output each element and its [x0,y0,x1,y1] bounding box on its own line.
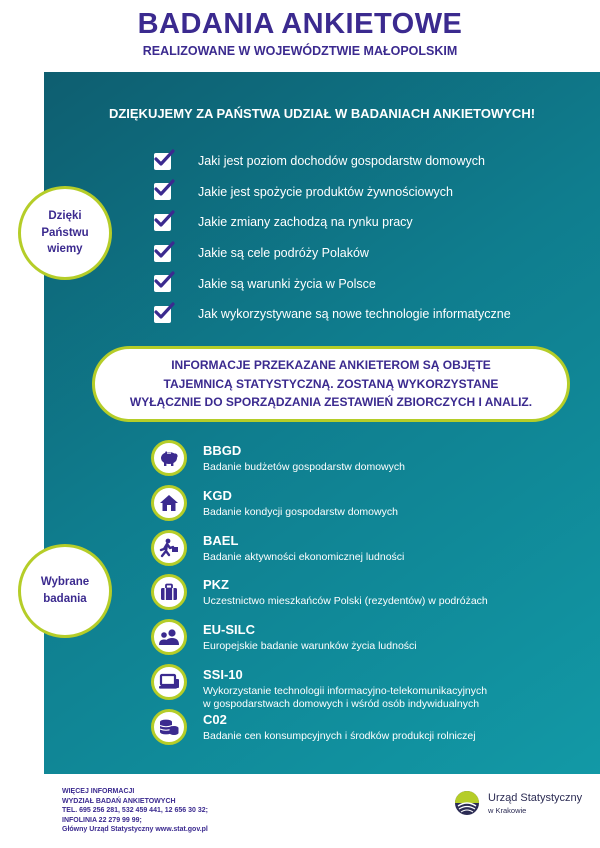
knowledge-checklist [154,146,511,330]
checkmark-icon [154,306,171,323]
survey-code: SSI-10 [203,666,243,682]
checkmark-icon [154,245,171,262]
running-person-icon [151,530,187,566]
survey-item-eu-silc [151,619,488,664]
suitcase-icon [151,574,187,610]
circle-text: badania [43,593,87,605]
survey-desc: Badanie cen konsumpcyjnych i środków produkcji rolniczej [203,729,476,742]
people-icon [151,619,187,655]
checkmark-icon [154,275,171,292]
checklist-text: Jakie są cele podróży Polaków [198,246,369,261]
footer-line: TEL. 695 256 281, 532 459 441, 12 656 30 32; [62,807,208,815]
contact-info [62,787,208,835]
computer-icon [151,664,187,700]
survey-desc: Badanie kondycji gospodarstw domowych [203,505,398,518]
survey-code: C02 [203,711,227,727]
survey-code: PKZ [203,577,229,593]
survey-desc: Wykorzystanie technologii informacyjno-telekomunikacyjnych w gospodarstwach domowych i wśród osób indywidualnych [203,684,488,710]
survey-code: EU-SILC [203,622,255,638]
checklist-item [154,177,511,208]
footer-line: Główny Urząd Statystyczny www.stat.gov.pl [62,826,208,834]
survey-desc: Uczestnictwo mieszkańców Polski (rezydentów) w podróżach [203,595,488,608]
office-logo [454,790,582,816]
survey-item-kgd [151,485,488,530]
page-title: BADANIA ANKIETOWE [137,8,463,40]
checkmark-icon [154,183,171,200]
survey-code: BAEL [203,532,239,548]
checkmark-icon [154,153,171,170]
logo-city: w Krakowie [488,805,527,815]
thanks-heading: DZIĘKUJEMY ZA PAŃSTWA UDZIAŁ W BADANIACH ANKIETOWYCH! [108,106,536,121]
circle-text: Wybrane [40,576,90,589]
checklist-text: Jaki jest poziom dochodów gospodarstw domowych [198,154,485,169]
confidentiality-notice [92,346,570,422]
checklist-item [154,299,511,330]
survey-item-c02 [151,709,488,754]
survey-desc: Badanie budżetów gospodarstw domowych [203,461,405,473]
circle-label-surveys [18,544,112,638]
survey-code: KGD [203,487,232,503]
survey-desc: Badanie aktywności ekonomicznej ludności [203,550,405,563]
checklist-item [154,146,511,177]
survey-list [151,440,488,754]
survey-desc: Europejskie badanie warunków życia ludności [203,640,417,653]
checklist-item [154,268,511,299]
checklist-text: Jak wykorzystywane są nowe technologie informatyczne [198,307,511,322]
survey-code: BBGD [203,443,242,458]
notice-line: INFORMACJE PRZEKAZANE ANKIETEROM SĄ OBJĘTE [171,358,491,373]
footer-line: WIĘCEJ INFORMACJI [62,788,135,795]
coins-icon [151,709,187,745]
checkmark-icon [154,214,171,231]
circle-label-knowledge [18,186,112,280]
piggy-bank-icon [151,440,187,476]
circle-text: wiemy [47,243,83,256]
page-subtitle: REALIZOWANE W WOJEWÓDZTWIE MAŁOPOLSKIM [142,44,458,58]
survey-item-ssi-10 [151,664,488,709]
footer-line: INFOLINIA 22 279 99 99; [62,816,142,824]
circle-text: Dzięki [48,209,82,222]
survey-item-pkz [151,574,488,619]
logo-mark-icon [454,790,480,816]
footer-line: WYDZIAŁ BADAŃ ANKIETOWYCH [62,797,176,805]
checklist-text: Jakie są warunki życia w Polsce [198,276,376,291]
circle-text: Państwu [41,226,89,239]
house-icon [151,485,187,521]
logo-name: Urząd Statystyczny [488,791,583,804]
notice-line: WYŁĄCZNIE DO SPORZĄDZANIA ZESTAWIEŃ ZBIORCZYCH I ANALIZ. [129,395,533,410]
checklist-item [154,238,511,269]
checklist-text: Jakie zmiany zachodzą na rynku pracy [198,215,413,230]
survey-item-bael [151,530,488,575]
notice-line: TAJEMNICĄ STATYSTYCZNĄ. ZOSTANĄ WYKORZYSTANE [163,376,499,391]
checklist-text: Jakie jest spożycie produktów żywnościowych [198,184,453,199]
checklist-item [154,207,511,238]
survey-item-bbgd [151,440,488,485]
